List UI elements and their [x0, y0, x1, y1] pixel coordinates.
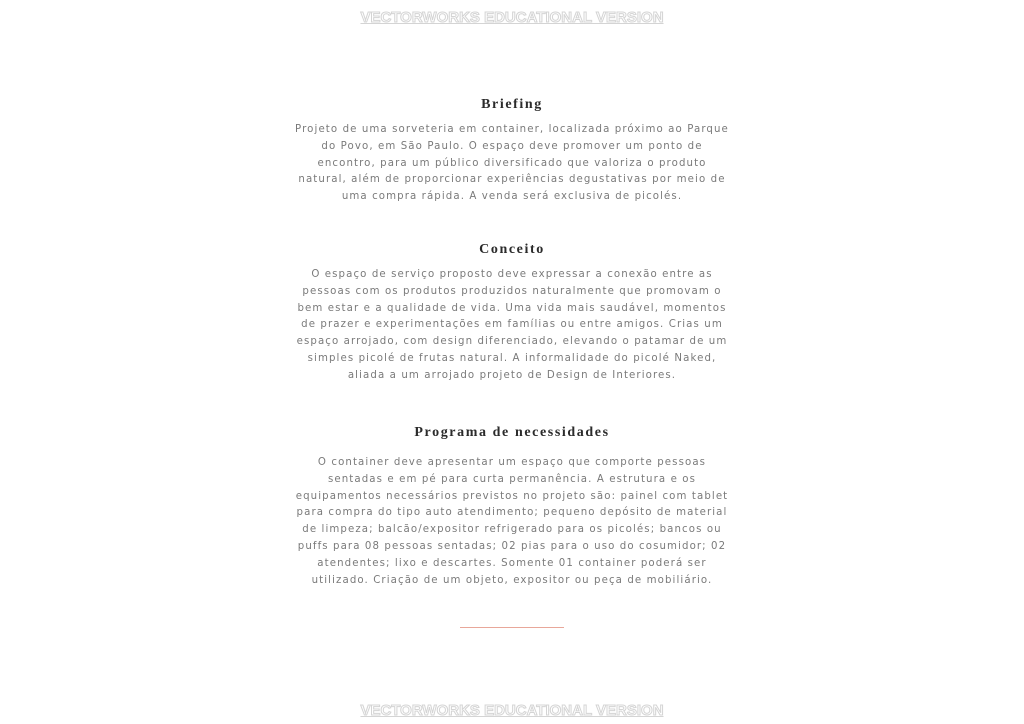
text-line: pessoas com os produtos produzidos naturalmente que promovam o: [302, 285, 722, 297]
section-title-briefing: Briefing: [481, 97, 543, 112]
divider-line: [460, 627, 564, 628]
text-line: natural, além de proporcionar experiências degustativas por meio de: [298, 174, 726, 186]
text-line: atendentes; lixo e descartes. Somente 01 container poderá ser: [317, 557, 707, 569]
text-line: de prazer e experimentações em famílias ou entre amigos. Crias um: [301, 319, 723, 331]
text-line: uma compra rápida. A venda será exclusiva de picolés.: [341, 191, 683, 203]
text-line: de limpeza; balcão/expositor refrigerado para os picolés; bancos ou: [302, 524, 722, 536]
text-line: sentadas e em pé para curta permanência. A estrutura e os: [327, 473, 697, 485]
text-line: encontro, para um público diversificado que valoriza o produto: [317, 157, 707, 169]
text-line: bem estar e a qualidade de vida. Uma vida mais saudável, momentos: [297, 302, 727, 314]
text-line: puffs para 08 pessoas sentadas; 02 pias para o uso do cosumidor; 02: [297, 540, 727, 552]
section-title-programa: Programa de necessidades: [414, 425, 610, 440]
watermark-top: VECTORWORKS EDUCATIONAL VERSION: [360, 9, 664, 26]
section-body-briefing: [280, 122, 744, 206]
section-briefing: [280, 96, 744, 216]
text-line: para compra do tipo auto atendimento; pequeno depósito de material: [296, 507, 728, 519]
text-line: O container deve apresentar um espaço que comporte pessoas: [317, 457, 707, 468]
watermark-bottom: VECTORWORKS EDUCATIONAL VERSION: [360, 702, 664, 719]
text-line: equipamentos necessários previstos no projeto são: painel com tablet: [295, 490, 729, 502]
section-body-programa: [280, 455, 744, 589]
text-line: do Povo, em São Paulo. O espaço deve promover um ponto de: [321, 140, 703, 152]
text-line: Projeto de uma sorveteria em container, localizada próximo ao Parque: [295, 124, 729, 135]
text-line: O espaço de serviço proposto deve expressar a conexão entre as: [311, 269, 713, 280]
section-body-conceito: [280, 267, 744, 385]
text-line: aliada a um arrojado projeto de Design de Interiores.: [347, 369, 677, 381]
text-line: utilizado. Criação de um objeto, expositor ou peça de mobiliário.: [311, 574, 713, 586]
text-line: espaço arrojado, com design diferenciado, elevando o patamar de um: [296, 336, 728, 348]
text-line: simples picolé de frutas natural. A informalidade do picolé Naked,: [307, 352, 717, 364]
section-title-conceito: Conceito: [479, 242, 545, 257]
